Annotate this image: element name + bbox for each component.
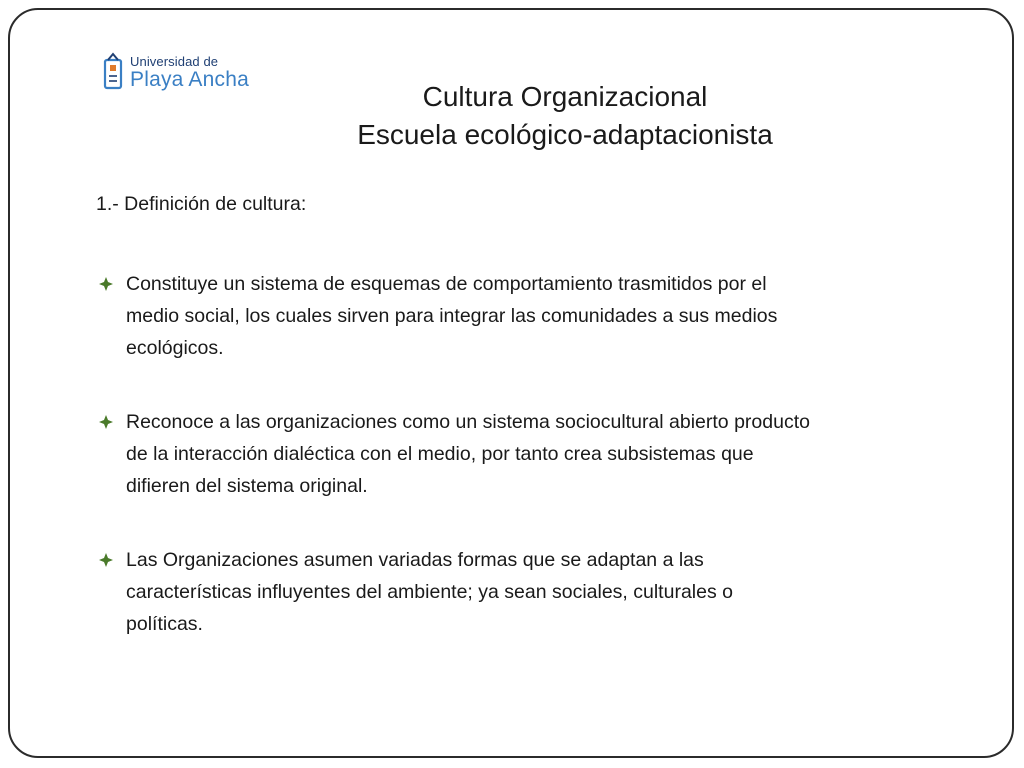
bullet-item <box>96 268 956 364</box>
bullet-line: Las Organizaciones asumen variadas formas que se adaptan a las <box>126 549 704 571</box>
bullet-line: difieren del sistema original. <box>126 475 368 497</box>
bullet-item <box>96 406 956 502</box>
bullet-line: ecológicos. <box>126 337 224 359</box>
title-line-1: Cultura Organizacional <box>422 81 708 112</box>
bullet-line: políticas. <box>126 613 203 635</box>
university-logo <box>102 52 249 92</box>
bullet-line: Reconoce a las organizaciones como un sistema sociocultural abierto producto <box>126 411 810 433</box>
slide-frame <box>8 8 1014 758</box>
bullet-line: medio social, los cuales sirven para integrar las comunidades a sus medios <box>126 305 778 327</box>
slide-title <box>260 78 870 154</box>
section-subheading: 1.- Definición de cultura: <box>96 193 307 215</box>
bullet-list <box>96 268 956 682</box>
diamond-bullet-icon <box>98 552 114 568</box>
diamond-bullet-icon <box>98 414 114 430</box>
bullet-item <box>96 544 956 640</box>
lighthouse-logo-icon <box>102 52 124 92</box>
bullet-line: de la interacción dialéctica con el medio, por tanto crea subsistemas que <box>126 443 754 465</box>
logo-university-name: Playa Ancha <box>130 67 249 91</box>
bullet-line: Constituye un sistema de esquemas de comportamiento trasmitidos por el <box>126 273 767 295</box>
logo-university-label: Universidad de <box>130 53 219 69</box>
title-line-2: Escuela ecológico-adaptacionista <box>357 119 773 150</box>
diamond-bullet-icon <box>98 276 114 292</box>
logo-text <box>130 55 249 90</box>
bullet-line: características influyentes del ambiente; ya sean sociales, culturales o <box>126 581 733 603</box>
